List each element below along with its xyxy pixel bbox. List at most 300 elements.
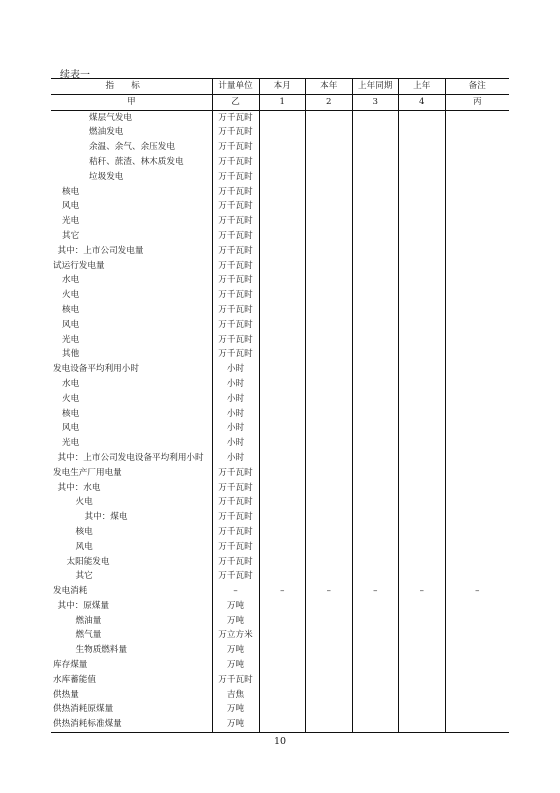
- cell-current-month: [259, 688, 306, 703]
- header-unit: 计量单位: [212, 79, 259, 95]
- table-row: [51, 214, 509, 229]
- row-unit: 小时: [212, 451, 259, 466]
- cell-remark: [445, 155, 509, 170]
- cell-current-month: [259, 244, 306, 259]
- table-row: [51, 614, 509, 629]
- cell-current-month: [259, 333, 306, 348]
- row-unit: 万千瓦时: [212, 259, 259, 274]
- cell-remark: [445, 540, 509, 555]
- row-indicator: 垃圾发电: [89, 171, 124, 182]
- row-unit: 万千瓦时: [212, 318, 259, 333]
- row-indicator: 燃气量: [75, 630, 102, 641]
- cell-current-month: [259, 199, 306, 214]
- cell-last-year: [399, 303, 446, 318]
- row-indicator: 其它: [62, 230, 80, 241]
- cell-remark: [445, 673, 509, 688]
- row-unit: 万千瓦时: [212, 229, 259, 244]
- cell-current-year: [306, 259, 353, 274]
- cell-same-period-last-year: [352, 614, 399, 629]
- cell-last-year: [399, 466, 446, 481]
- row-indicator: 其中：煤电: [84, 512, 128, 523]
- cell-current-year: [306, 214, 353, 229]
- cell-current-month: [259, 466, 306, 481]
- row-indicator: 供热消耗原煤量: [53, 704, 114, 715]
- code-col-2: 2: [306, 94, 353, 110]
- cell-current-month: [259, 140, 306, 155]
- cell-last-year: [399, 333, 446, 348]
- cell-same-period-last-year: [352, 555, 399, 570]
- table-row: [51, 303, 509, 318]
- cell-current-year: [306, 110, 353, 125]
- table-row: [51, 199, 509, 214]
- row-indicator: 水电: [62, 378, 80, 389]
- cell-current-year: [306, 481, 353, 496]
- cell-current-month: [259, 347, 306, 362]
- row-unit: 万千瓦时: [212, 495, 259, 510]
- cell-current-year: [306, 140, 353, 155]
- row-indicator: 其中：水电: [57, 482, 101, 493]
- cell-remark: –: [445, 584, 509, 599]
- header-current-year: 本年: [306, 79, 353, 95]
- row-unit: 小时: [212, 407, 259, 422]
- row-unit: 小时: [212, 421, 259, 436]
- cell-current-month: [259, 555, 306, 570]
- row-indicator: 风电: [62, 201, 80, 212]
- table-row: [51, 555, 509, 570]
- cell-same-period-last-year: [352, 392, 399, 407]
- table-row: [51, 362, 509, 377]
- table-row: [51, 318, 509, 333]
- row-unit: 万千瓦时: [212, 110, 259, 125]
- cell-same-period-last-year: [352, 407, 399, 422]
- row-indicator: 其中：上市公司发电设备平均利用小时: [57, 452, 204, 463]
- cell-same-period-last-year: [352, 510, 399, 525]
- cell-current-month: [259, 540, 306, 555]
- cell-last-year: [399, 392, 446, 407]
- cell-remark: [445, 199, 509, 214]
- table-row: [51, 288, 509, 303]
- cell-last-year: [399, 273, 446, 288]
- cell-same-period-last-year: [352, 481, 399, 496]
- row-indicator: 供热消耗标准煤量: [51, 717, 212, 732]
- cell-current-year: [306, 229, 353, 244]
- cell-current-month: [259, 510, 306, 525]
- cell-same-period-last-year: [352, 599, 399, 614]
- row-unit: 万千瓦时: [212, 273, 259, 288]
- table-row: [51, 495, 509, 510]
- cell-current-year: [306, 170, 353, 185]
- cell-last-year: [399, 288, 446, 303]
- cell-current-month: [259, 599, 306, 614]
- code-col-3: 3: [352, 94, 399, 110]
- cell-same-period-last-year: [352, 658, 399, 673]
- table-row: [51, 569, 509, 584]
- cell-remark: [445, 185, 509, 200]
- cell-same-period-last-year: [352, 643, 399, 658]
- cell-current-month: [259, 436, 306, 451]
- row-indicator: 库存煤量: [53, 660, 88, 671]
- row-indicator: 其他: [62, 349, 80, 360]
- cell-remark: [445, 318, 509, 333]
- cell-current-month: [259, 110, 306, 125]
- table-row: [51, 407, 509, 422]
- row-indicator: 光电: [62, 438, 80, 449]
- cell-last-year: [399, 673, 446, 688]
- cell-remark: [445, 555, 509, 570]
- row-unit: 小时: [212, 362, 259, 377]
- row-unit: 万千瓦时: [212, 673, 259, 688]
- cell-last-year: [399, 421, 446, 436]
- table-row: [51, 466, 509, 481]
- cell-current-month: [259, 214, 306, 229]
- cell-same-period-last-year: [352, 333, 399, 348]
- table-row: [51, 717, 509, 732]
- cell-last-year: [399, 688, 446, 703]
- cell-current-year: [306, 628, 353, 643]
- cell-current-month: [259, 643, 306, 658]
- cell-last-year: –: [399, 584, 446, 599]
- cell-current-year: [306, 273, 353, 288]
- cell-current-year: [306, 702, 353, 717]
- cell-remark: [445, 569, 509, 584]
- cell-current-year: [306, 658, 353, 673]
- cell-same-period-last-year: [352, 303, 399, 318]
- header-last-year: 上年: [399, 79, 446, 95]
- cell-current-year: [306, 466, 353, 481]
- cell-last-year: [399, 362, 446, 377]
- cell-current-month: [259, 259, 306, 274]
- statistics-table: [51, 78, 509, 733]
- table-row: [51, 658, 509, 673]
- table-row: [51, 140, 509, 155]
- cell-last-year: [399, 155, 446, 170]
- cell-same-period-last-year: [352, 466, 399, 481]
- cell-last-year: [399, 244, 446, 259]
- cell-current-year: [306, 436, 353, 451]
- continued-table-label: 续表一: [60, 70, 90, 81]
- table-row: [51, 170, 509, 185]
- cell-last-year: [399, 717, 446, 732]
- cell-remark: [445, 377, 509, 392]
- cell-same-period-last-year: [352, 717, 399, 732]
- table-row: [51, 702, 509, 717]
- row-indicator: 燃油量: [75, 615, 102, 626]
- cell-remark: [445, 451, 509, 466]
- table-row: [51, 688, 509, 703]
- cell-current-month: [259, 170, 306, 185]
- cell-last-year: [399, 643, 446, 658]
- row-indicator: 水电: [62, 275, 80, 286]
- table-row: [51, 436, 509, 451]
- cell-remark: [445, 481, 509, 496]
- row-unit: 小时: [212, 392, 259, 407]
- cell-current-month: [259, 155, 306, 170]
- row-indicator: 生物质燃料量: [75, 645, 128, 656]
- row-unit: –: [212, 584, 259, 599]
- row-unit: 万千瓦时: [212, 481, 259, 496]
- table-row: [51, 244, 509, 259]
- cell-remark: [445, 244, 509, 259]
- cell-current-year: [306, 555, 353, 570]
- cell-remark: [445, 407, 509, 422]
- cell-same-period-last-year: –: [352, 584, 399, 599]
- table-body: [51, 110, 509, 732]
- cell-current-month: [259, 702, 306, 717]
- cell-current-month: [259, 303, 306, 318]
- cell-current-year: [306, 525, 353, 540]
- cell-remark: [445, 347, 509, 362]
- cell-same-period-last-year: [352, 273, 399, 288]
- cell-remark: [445, 658, 509, 673]
- row-indicator: 光电: [62, 216, 80, 227]
- cell-current-month: [259, 495, 306, 510]
- row-indicator: 水库蓄能值: [53, 674, 96, 685]
- row-indicator: 试运行发电量: [53, 260, 105, 271]
- code-remark: 丙: [445, 94, 509, 110]
- row-indicator: 秸秆、蔗渣、林木质发电: [89, 156, 184, 167]
- cell-same-period-last-year: [352, 702, 399, 717]
- row-indicator: 其中：原煤量: [57, 600, 110, 611]
- row-unit: 万千瓦时: [212, 185, 259, 200]
- cell-remark: [445, 717, 509, 732]
- cell-current-month: [259, 377, 306, 392]
- cell-remark: [445, 510, 509, 525]
- cell-current-year: –: [306, 584, 353, 599]
- table-row: [51, 229, 509, 244]
- cell-current-year: [306, 185, 353, 200]
- cell-current-month: [259, 362, 306, 377]
- cell-same-period-last-year: [352, 244, 399, 259]
- cell-same-period-last-year: [352, 170, 399, 185]
- table-row: [51, 125, 509, 140]
- cell-current-year: [306, 540, 353, 555]
- cell-remark: [445, 688, 509, 703]
- cell-current-year: [306, 569, 353, 584]
- table-row: [51, 273, 509, 288]
- cell-current-year: [306, 688, 353, 703]
- code-unit: 乙: [212, 94, 259, 110]
- cell-remark: [445, 140, 509, 155]
- cell-current-year: [306, 347, 353, 362]
- cell-same-period-last-year: [352, 569, 399, 584]
- cell-remark: [445, 362, 509, 377]
- cell-current-month: –: [259, 584, 306, 599]
- cell-last-year: [399, 481, 446, 496]
- cell-remark: [445, 333, 509, 348]
- row-unit: 万千瓦时: [212, 288, 259, 303]
- cell-current-month: [259, 125, 306, 140]
- row-unit: 万千瓦时: [212, 303, 259, 318]
- cell-remark: [445, 170, 509, 185]
- cell-same-period-last-year: [352, 199, 399, 214]
- row-indicator: 核电: [62, 186, 80, 197]
- table-row: [51, 628, 509, 643]
- cell-current-year: [306, 333, 353, 348]
- cell-same-period-last-year: [352, 377, 399, 392]
- table-row: [51, 451, 509, 466]
- header-row: [51, 79, 509, 95]
- cell-same-period-last-year: [352, 318, 399, 333]
- cell-same-period-last-year: [352, 495, 399, 510]
- cell-remark: [445, 392, 509, 407]
- row-indicator: 余温、余气、余压发电: [89, 142, 175, 153]
- cell-current-year: [306, 125, 353, 140]
- row-indicator: 供热量: [53, 689, 79, 700]
- cell-current-year: [306, 510, 353, 525]
- row-unit: 万吨: [212, 599, 259, 614]
- cell-current-month: [259, 407, 306, 422]
- cell-last-year: [399, 614, 446, 629]
- cell-last-year: [399, 569, 446, 584]
- cell-last-year: [399, 318, 446, 333]
- table-row: [51, 525, 509, 540]
- row-unit: 万千瓦时: [212, 569, 259, 584]
- cell-same-period-last-year: [352, 185, 399, 200]
- cell-same-period-last-year: [352, 628, 399, 643]
- cell-last-year: [399, 185, 446, 200]
- cell-last-year: [399, 259, 446, 274]
- cell-current-year: [306, 362, 353, 377]
- header-indicator: [51, 79, 212, 95]
- cell-last-year: [399, 540, 446, 555]
- table-row: [51, 333, 509, 348]
- row-unit: 万千瓦时: [212, 525, 259, 540]
- table-row: [51, 377, 509, 392]
- code-col-1: 1: [259, 94, 306, 110]
- table-row: [51, 110, 509, 125]
- cell-last-year: [399, 214, 446, 229]
- row-unit: 万千瓦时: [212, 510, 259, 525]
- cell-current-month: [259, 658, 306, 673]
- cell-remark: [445, 525, 509, 540]
- cell-remark: [445, 303, 509, 318]
- cell-current-year: [306, 199, 353, 214]
- cell-same-period-last-year: [352, 125, 399, 140]
- cell-last-year: [399, 407, 446, 422]
- table-row: [51, 185, 509, 200]
- cell-current-month: [259, 318, 306, 333]
- cell-last-year: [399, 599, 446, 614]
- cell-current-year: [306, 155, 353, 170]
- row-indicator: 发电设备平均利用小时: [53, 364, 139, 375]
- row-indicator: 燃油发电: [89, 127, 124, 138]
- cell-same-period-last-year: [352, 525, 399, 540]
- cell-same-period-last-year: [352, 155, 399, 170]
- cell-current-year: [306, 407, 353, 422]
- cell-remark: [445, 643, 509, 658]
- row-indicator: 核电: [62, 408, 80, 419]
- row-indicator: 风电: [62, 423, 80, 434]
- row-unit: 小时: [212, 377, 259, 392]
- page-number: 10: [273, 736, 287, 747]
- row-unit: 万千瓦时: [212, 170, 259, 185]
- row-unit: 万千瓦时: [212, 540, 259, 555]
- table-row: [51, 540, 509, 555]
- row-indicator: 火电: [62, 393, 80, 404]
- row-indicator: 火电: [75, 497, 93, 508]
- row-unit: 万千瓦时: [212, 199, 259, 214]
- cell-current-year: [306, 303, 353, 318]
- row-unit: 万吨: [212, 717, 259, 732]
- table-row: [51, 481, 509, 496]
- table-row: [51, 599, 509, 614]
- cell-last-year: [399, 347, 446, 362]
- cell-last-year: [399, 495, 446, 510]
- row-indicator: 风电: [75, 541, 93, 552]
- cell-last-year: [399, 702, 446, 717]
- cell-remark: [445, 288, 509, 303]
- cell-current-month: [259, 481, 306, 496]
- cell-remark: [445, 436, 509, 451]
- cell-current-month: [259, 273, 306, 288]
- cell-last-year: [399, 170, 446, 185]
- row-indicator: 其中：上市公司发电量: [57, 245, 144, 256]
- cell-current-year: [306, 421, 353, 436]
- cell-current-year: [306, 495, 353, 510]
- cell-current-month: [259, 185, 306, 200]
- cell-last-year: [399, 436, 446, 451]
- row-unit: 万立方米: [212, 628, 259, 643]
- cell-current-year: [306, 392, 353, 407]
- cell-last-year: [399, 555, 446, 570]
- cell-remark: [445, 702, 509, 717]
- cell-current-month: [259, 628, 306, 643]
- table-row: [51, 673, 509, 688]
- cell-last-year: [399, 377, 446, 392]
- code-indicator: 甲: [51, 94, 212, 110]
- cell-current-month: [259, 229, 306, 244]
- cell-same-period-last-year: [352, 259, 399, 274]
- cell-current-year: [306, 288, 353, 303]
- cell-current-month: [259, 392, 306, 407]
- header-current-month: 本月: [259, 79, 306, 95]
- row-unit: 万千瓦时: [212, 244, 259, 259]
- row-indicator: 煤层气发电: [89, 112, 132, 123]
- cell-current-month: [259, 421, 306, 436]
- table-row: [51, 584, 509, 599]
- cell-same-period-last-year: [352, 288, 399, 303]
- cell-last-year: [399, 229, 446, 244]
- cell-last-year: [399, 628, 446, 643]
- row-unit: 万千瓦时: [212, 333, 259, 348]
- cell-current-year: [306, 318, 353, 333]
- cell-last-year: [399, 199, 446, 214]
- cell-same-period-last-year: [352, 451, 399, 466]
- cell-same-period-last-year: [352, 214, 399, 229]
- cell-current-year: [306, 673, 353, 688]
- row-indicator: 发电生产厂用电量: [53, 467, 122, 478]
- header-same-period-last-year: 上年同期: [352, 79, 399, 95]
- cell-current-month: [259, 717, 306, 732]
- row-unit: 万吨: [212, 702, 259, 717]
- row-unit: 万千瓦时: [212, 555, 259, 570]
- cell-last-year: [399, 125, 446, 140]
- row-indicator: 其它: [75, 571, 93, 582]
- cell-current-month: [259, 525, 306, 540]
- cell-last-year: [399, 451, 446, 466]
- cell-last-year: [399, 510, 446, 525]
- cell-remark: [445, 495, 509, 510]
- code-col-4: 4: [399, 94, 446, 110]
- cell-same-period-last-year: [352, 421, 399, 436]
- cell-current-month: [259, 614, 306, 629]
- row-unit: 万千瓦时: [212, 125, 259, 140]
- row-unit: 万千瓦时: [212, 466, 259, 481]
- cell-current-year: [306, 451, 353, 466]
- cell-last-year: [399, 658, 446, 673]
- table-row: [51, 347, 509, 362]
- cell-current-year: [306, 377, 353, 392]
